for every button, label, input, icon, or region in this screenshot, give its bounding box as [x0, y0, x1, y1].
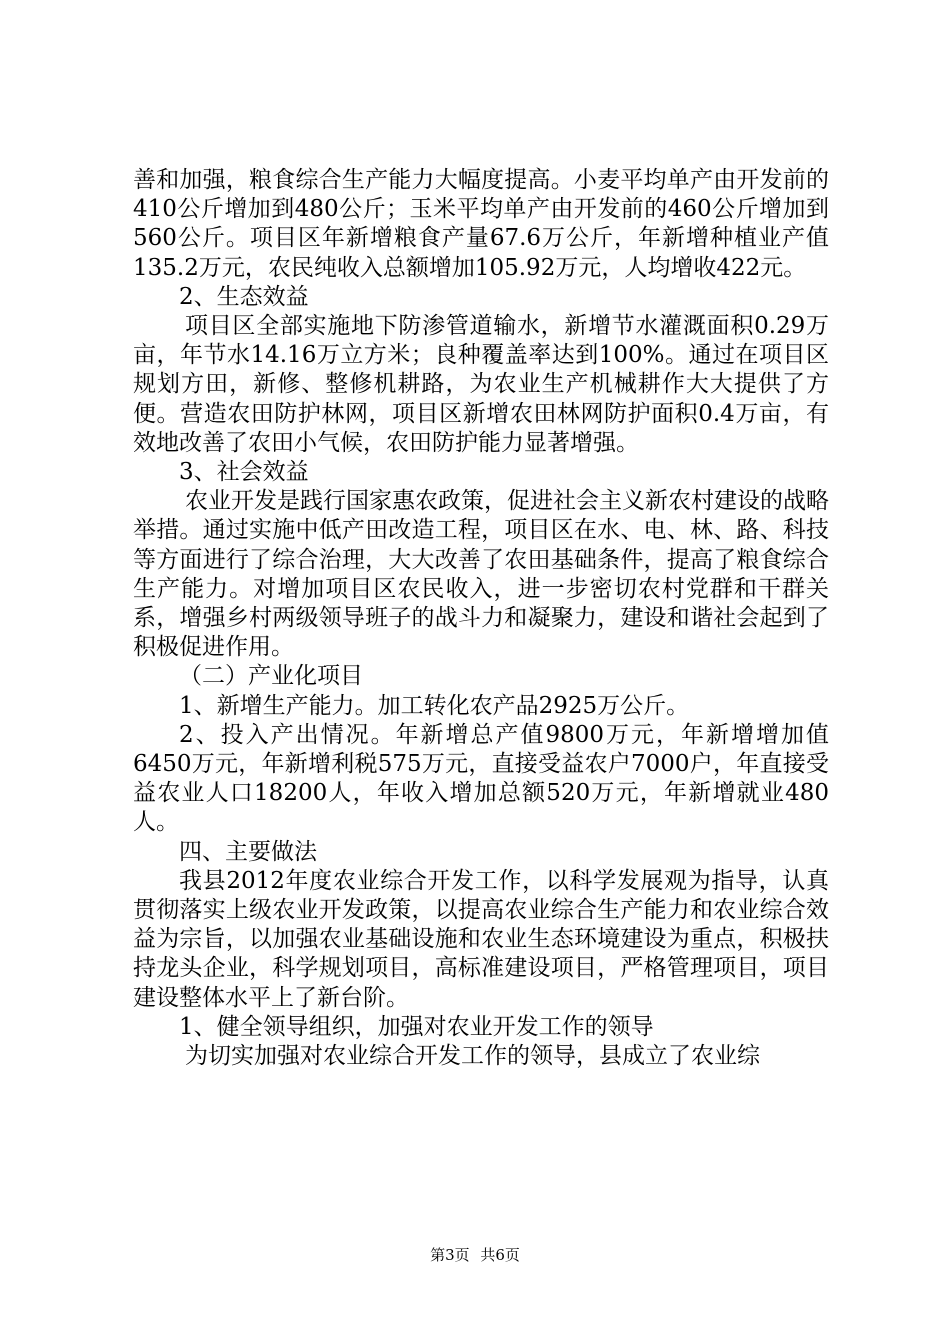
document-body — [133, 166, 829, 1071]
heading-ecological-benefit: 2、生态效益 — [179, 283, 309, 310]
paragraph-new-capacity: 1、新增生产能力。加工转化农产品2925万公斤。 — [179, 692, 690, 719]
paragraph-input-output: 2、投入产出情况。年新增总产值9800万元，年新增增加值6450万元，年新增利税575万元，直接受益农户7000户，年直接受益农业人口18200人，年收入增加总额520万元，年新增就业480人。 — [133, 721, 829, 836]
heading-social-benefit: 3、社会效益 — [179, 459, 309, 486]
heading-industrialization-project: （二）产业化项目 — [179, 663, 363, 690]
paragraph-social-benefit: 农业开发是践行国家惠农政策，促进社会主义新农村建设的战略举措。通过实施中低产田改造工程，项目区在水、电、林、路、科技等方面进行了综合治理，大大改善了农田基础条件，提高了粮食综合生产能力。对增加项目区农民收入，进一步密切农村党群和干群关系，增强乡村两级领导班子的战斗力和凝聚力，建设和谐社会起到了积极促进作用。 — [133, 488, 829, 661]
page-number-total: 共6页 — [480, 1246, 520, 1264]
paragraph-main-practices: 我县2012年度农业综合开发工作，以科学发展观为指导，认真贯彻落实上级农业开发政策，以提高农业综合生产能力和农业综合效益为宗旨，以加强农业基础设施和农业生态环境建设为重点，积极扶持龙头企业，科学规划项目，高标准建设项目，严格管理项目，项目建设整体水平上了新台阶。 — [133, 867, 829, 1011]
heading-leadership: 1、健全领导组织，加强对农业开发工作的领导 — [179, 1013, 654, 1040]
heading-main-practices: 四、主要做法 — [179, 838, 317, 865]
paragraph-grain-output: 善和加强，粮食综合生产能力大幅度提高。小麦平均单产由开发前的410公斤增加到480公斤；玉米平均单产由开发前的460公斤增加到560公斤。项目区年新增粮食产量67.6万公斤，年新增种植业产值135.2万元，农民纯收入总额增加105.92万元，人均增收422元。 — [133, 167, 829, 281]
paragraph-leadership: 为切实加强对农业综合开发工作的领导，县成立了农业综 — [185, 1043, 760, 1070]
page-footer — [0, 1245, 950, 1265]
paragraph-ecological-benefit: 项目区全部实施地下防渗管道输水，新增节水灌溉面积0.29万亩，年节水14.16万立方米；良种覆盖率达到100%。通过在项目区规划方田，新修、整修机耕路，为农业生产机械耕作大大提供了方便。营造农田防护林网，项目区新增农田林网防护面积0.4万亩，有效地改善了农田小气候，农田防护能力显著增强。 — [133, 313, 829, 456]
page-number-current: 第3页 — [430, 1246, 470, 1264]
